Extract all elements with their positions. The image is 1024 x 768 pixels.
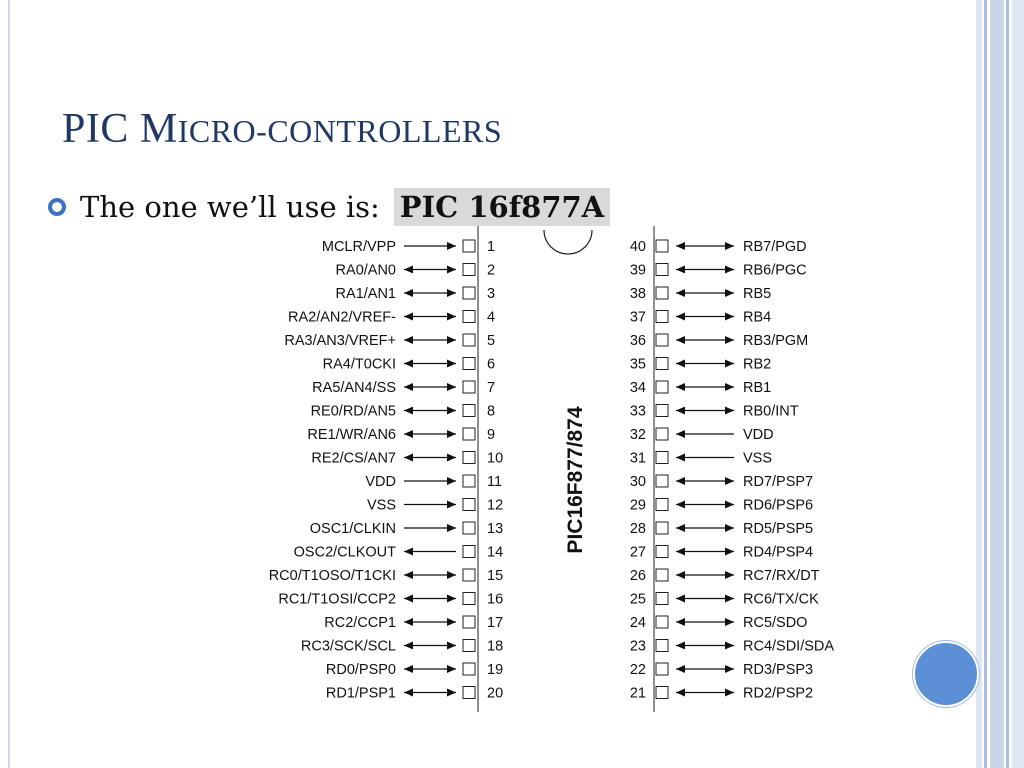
pin-40-arrow-out — [725, 242, 734, 250]
pin-18-arrow-in — [447, 642, 456, 650]
pin-31-pad — [656, 452, 668, 464]
pin-21-pad — [656, 687, 668, 699]
pin-25-label: RC6/TX/CK — [743, 591, 819, 608]
pin-15-label: RC0/T1OSO/T1CKI — [268, 568, 396, 584]
pin-23-pad — [656, 640, 668, 652]
pin-10-label: RE2/CS/AN7 — [311, 450, 396, 467]
pin-1-pad — [463, 240, 475, 252]
slide-title-lead: PIC M — [62, 106, 178, 152]
pin-22-pad — [656, 663, 668, 675]
pin-38-pad — [656, 287, 668, 299]
pin-25-pad — [656, 593, 668, 605]
pin-25-arrow-in — [676, 595, 685, 603]
pin-29-number: 29 — [629, 497, 646, 514]
pin-6-number: 6 — [487, 356, 496, 373]
pin-38-arrow-in — [676, 289, 685, 297]
pin-20-number: 20 — [487, 685, 504, 702]
pin-22-arrow-out — [725, 665, 734, 673]
pin-40-pad — [656, 240, 668, 252]
pin-30-arrow-out — [725, 477, 734, 485]
pin-39-label: RB6/PGC — [743, 262, 807, 279]
pin-37-arrow-in — [676, 313, 685, 321]
pin-18-label: RC3/SCK/SCL — [300, 638, 396, 655]
pin-21-label: RD2/PSP2 — [743, 685, 814, 702]
pin-9-arrow-in — [447, 430, 456, 438]
bullet-text: The one we’ll use is: — [80, 190, 380, 224]
pin-5-arrow-out — [404, 336, 413, 344]
pin-10-arrow-out — [404, 454, 413, 462]
pin-3-label: RA1/AN1 — [335, 286, 396, 302]
pin-14-arrow-out — [404, 548, 413, 556]
pin-30-pad — [656, 475, 668, 487]
pin-34-arrow-in — [676, 383, 685, 391]
pin-29-pad — [656, 499, 668, 511]
pin-19-arrow-in — [447, 665, 456, 673]
pin-28-arrow-in — [676, 524, 685, 532]
pin-37-pad — [656, 311, 668, 323]
pin-36-number: 36 — [629, 333, 646, 349]
pin-5-label: RA3/AN3/VREF+ — [284, 333, 396, 349]
pin-2-arrow-out — [404, 266, 413, 274]
pin-23-number: 23 — [629, 638, 646, 655]
pin-8-arrow-out — [404, 407, 413, 415]
pin-4-arrow-out — [404, 313, 413, 321]
pin-19-number: 19 — [487, 662, 504, 678]
pin-9-label: RE1/WR/AN6 — [307, 427, 396, 443]
slide-title-rest: ICRO-CONTROLLERS — [177, 113, 503, 149]
pin-15-arrow-in — [447, 571, 456, 579]
pin-8-label: RE0/RD/AN5 — [310, 403, 396, 420]
pin-37-arrow-out — [725, 313, 734, 321]
pin-26-number: 26 — [629, 568, 646, 584]
pin-16-arrow-in — [447, 595, 456, 603]
pin-9-arrow-out — [404, 430, 413, 438]
pin-5-pad — [463, 334, 475, 346]
pin-35-number: 35 — [629, 356, 646, 373]
pin-24-arrow-out — [725, 618, 734, 626]
pin-34-number: 34 — [629, 380, 646, 396]
pin-13-pad — [463, 522, 475, 534]
pin-8-pad — [463, 405, 475, 417]
pin-11-number: 11 — [487, 474, 503, 490]
pin-30-label: RD7/PSP7 — [743, 474, 814, 490]
pin-36-arrow-in — [676, 336, 685, 344]
pin-6-pad — [463, 358, 475, 370]
pin-28-label: RD5/PSP5 — [743, 521, 814, 537]
pin-27-number: 27 — [629, 544, 646, 561]
pin-2-number: 2 — [487, 262, 496, 279]
pin-32-pad — [656, 428, 668, 440]
pin-34-pad — [656, 381, 668, 393]
pin-33-label: RB0/INT — [743, 403, 799, 420]
pin-28-pad — [656, 522, 668, 534]
pin-15-pad — [463, 569, 475, 581]
pin-27-label: RD4/PSP4 — [743, 544, 814, 561]
pin-26-label: RC7/RX/DT — [743, 568, 820, 584]
pin-17-arrow-out — [404, 618, 413, 626]
pin-17-label: RC2/CCP1 — [324, 615, 396, 631]
pin-4-arrow-in — [447, 313, 456, 321]
pin-35-label: RB2 — [743, 356, 772, 373]
pin-9-number: 9 — [487, 427, 496, 443]
pin-36-label: RB3/PGM — [743, 333, 809, 349]
pin-32-label: VDD — [743, 427, 774, 443]
pin-19-label: RD0/PSP0 — [325, 662, 396, 678]
pin-35-arrow-in — [676, 360, 685, 368]
pin-12-label: VSS — [366, 497, 396, 514]
pin-33-pad — [656, 405, 668, 417]
pin-5-arrow-in — [447, 336, 456, 344]
pin-40-number: 40 — [629, 239, 646, 255]
pin-22-number: 22 — [629, 662, 646, 678]
chip-notch — [544, 230, 592, 254]
pin-26-arrow-in — [676, 571, 685, 579]
pin-30-arrow-in — [676, 477, 685, 485]
pin-20-arrow-in — [447, 689, 456, 697]
chip-part-number: PIC16F877/874 — [564, 406, 587, 554]
pin-40-label: RB7/PGD — [743, 239, 807, 255]
pin-33-arrow-in — [676, 407, 685, 415]
pin-2-pad — [463, 264, 475, 276]
pin-16-label: RC1/T1OSI/CCP2 — [278, 591, 396, 608]
pin-3-pad — [463, 287, 475, 299]
pin-14-label: OSC2/CLKOUT — [293, 544, 396, 561]
pin-layer — [269, 239, 835, 702]
pin-16-pad — [463, 593, 475, 605]
pin-22-label: RD3/PSP3 — [743, 662, 814, 678]
pin-38-number: 38 — [629, 286, 646, 302]
pin-21-arrow-out — [725, 689, 734, 697]
pin-27-arrow-out — [725, 548, 734, 556]
pin-25-number: 25 — [629, 591, 646, 608]
pin-4-label: RA2/AN2/VREF- — [288, 309, 396, 326]
pin-33-arrow-out — [725, 407, 734, 415]
pin-7-arrow-in — [447, 383, 456, 391]
pin-39-number: 39 — [629, 262, 646, 279]
decorative-circle — [913, 641, 979, 707]
pin-13-number: 13 — [487, 521, 504, 537]
pin-1-arrow-in — [447, 242, 456, 250]
pin-7-number: 7 — [487, 380, 496, 396]
pin-32-arrow-in — [676, 430, 685, 438]
pin-6-label: RA4/T0CKI — [322, 356, 396, 373]
pin-6-arrow-in — [447, 360, 456, 368]
pin-1-number: 1 — [487, 239, 496, 255]
pin-4-pad — [463, 311, 475, 323]
pin-27-pad — [656, 546, 668, 558]
pin-39-arrow-in — [676, 266, 685, 274]
pin-10-arrow-in — [447, 454, 456, 462]
pin-3-arrow-out — [404, 289, 413, 297]
pin-6-arrow-out — [404, 360, 413, 368]
pin-21-number: 21 — [629, 685, 646, 702]
pin-8-number: 8 — [487, 403, 496, 420]
pin-23-arrow-out — [725, 642, 734, 650]
pin-4-number: 4 — [487, 309, 496, 326]
pin-18-arrow-out — [404, 642, 413, 650]
pin-17-pad — [463, 616, 475, 628]
pin-37-number: 37 — [629, 309, 646, 326]
pin-21-arrow-in — [676, 689, 685, 697]
pin-24-number: 24 — [629, 615, 646, 631]
pin-29-arrow-out — [725, 501, 734, 509]
pin-24-label: RC5/SDO — [743, 615, 808, 631]
pin-15-arrow-out — [404, 571, 413, 579]
pin-38-arrow-out — [725, 289, 734, 297]
pin-26-arrow-out — [725, 571, 734, 579]
pin-34-label: RB1 — [743, 380, 772, 396]
pin-20-pad — [463, 687, 475, 699]
pin-19-arrow-out — [404, 665, 413, 673]
pin-36-arrow-out — [725, 336, 734, 344]
pin-31-label: VSS — [743, 450, 773, 467]
pin-1-label: MCLR/VPP — [321, 239, 396, 255]
pin-31-arrow-in — [676, 454, 685, 462]
pin-30-number: 30 — [629, 474, 646, 490]
pin-23-arrow-in — [676, 642, 685, 650]
pin-23-label: RC4/SDI/SDA — [743, 638, 835, 655]
pin-40-arrow-in — [676, 242, 685, 250]
pin-16-arrow-out — [404, 595, 413, 603]
pin-38-label: RB5 — [743, 286, 772, 302]
pin-31-number: 31 — [629, 450, 646, 467]
pin-25-arrow-out — [725, 595, 734, 603]
pin-20-label: RD1/PSP1 — [325, 685, 396, 702]
pin-17-arrow-in — [447, 618, 456, 626]
pin-3-arrow-in — [447, 289, 456, 297]
pin-14-number: 14 — [487, 544, 504, 561]
pin-26-pad — [656, 569, 668, 581]
pin-9-pad — [463, 428, 475, 440]
pin-7-pad — [463, 381, 475, 393]
pin-39-pad — [656, 264, 668, 276]
pin-3-number: 3 — [487, 286, 496, 302]
pin-11-arrow-in — [447, 477, 456, 485]
pin-2-arrow-in — [447, 266, 456, 274]
pin-8-arrow-in — [447, 407, 456, 415]
pin-14-pad — [463, 546, 475, 558]
pin-7-label: RA5/AN4/SS — [312, 380, 396, 396]
pin-10-number: 10 — [487, 450, 504, 467]
pin-13-label: OSC1/CLKIN — [309, 521, 396, 537]
pin-22-arrow-in — [676, 665, 685, 673]
pin-34-arrow-out — [725, 383, 734, 391]
pin-32-number: 32 — [629, 427, 646, 443]
pin-11-label: VDD — [365, 474, 396, 490]
pin-35-arrow-out — [725, 360, 734, 368]
pin-29-arrow-in — [676, 501, 685, 509]
pin-18-pad — [463, 640, 475, 652]
pin-27-arrow-in — [676, 548, 685, 556]
pin-24-pad — [656, 616, 668, 628]
pin-28-arrow-out — [725, 524, 734, 532]
pin-37-label: RB4 — [743, 309, 772, 326]
bullet-chip-name: PIC 16f877A — [394, 188, 610, 226]
pin-12-number: 12 — [487, 497, 504, 514]
pin-19-pad — [463, 663, 475, 675]
pin-11-pad — [463, 475, 475, 487]
pin-12-arrow-in — [447, 501, 456, 509]
pin-18-number: 18 — [487, 638, 504, 655]
pin-28-number: 28 — [629, 521, 646, 537]
pin-17-number: 17 — [487, 615, 504, 631]
pin-7-arrow-out — [404, 383, 413, 391]
pin-10-pad — [463, 452, 475, 464]
pin-13-arrow-in — [447, 524, 456, 532]
pin-36-pad — [656, 334, 668, 346]
pin-33-number: 33 — [629, 403, 646, 420]
pin-16-number: 16 — [487, 591, 504, 608]
pin-20-arrow-out — [404, 689, 413, 697]
pin-12-pad — [463, 499, 475, 511]
pin-39-arrow-out — [725, 266, 734, 274]
pin-24-arrow-in — [676, 618, 685, 626]
pin-2-label: RA0/AN0 — [335, 262, 396, 279]
pin-29-label: RD6/PSP6 — [743, 497, 814, 514]
pin-35-pad — [656, 358, 668, 370]
pin-15-number: 15 — [487, 568, 504, 584]
pin-5-number: 5 — [487, 333, 496, 349]
